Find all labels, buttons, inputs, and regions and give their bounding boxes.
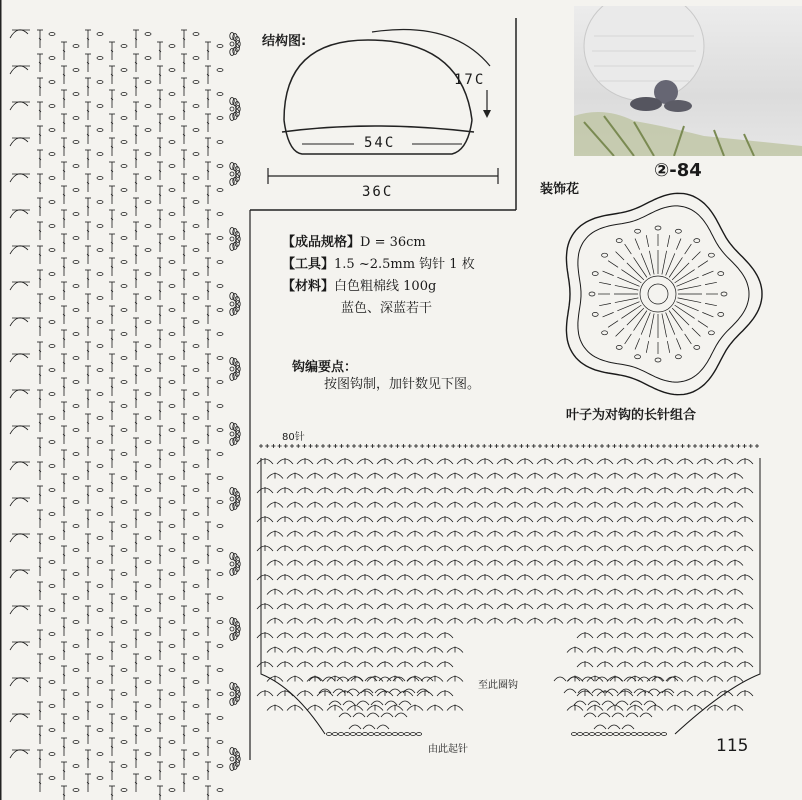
spec-size-key: 【成品规格】 — [282, 235, 361, 250]
flower-stitches — [589, 226, 727, 362]
flower-outer-outline — [566, 193, 762, 394]
spec-material — [282, 276, 436, 298]
chart-stitches — [257, 444, 760, 736]
structure-title: 结构图: — [262, 34, 307, 49]
notes-body: 按图钩制，加针数见下图。 — [324, 377, 481, 392]
height-label: 17C — [454, 72, 486, 88]
model-number: ②-84 — [654, 160, 702, 181]
hat-photo — [574, 6, 802, 156]
spec-material-value-1: 白色粗棉线 100g — [334, 279, 437, 294]
circumference-label: 54C — [364, 135, 396, 151]
page-number: 115 — [716, 736, 749, 756]
spec-tool — [282, 254, 475, 276]
spec-size-value: D = 36cm — [360, 235, 426, 250]
spec-size — [282, 232, 426, 254]
spec-tool-value: 1.5 ~2.5mm 钩针 1 枚 — [334, 257, 475, 272]
decorative-flower-diagram — [540, 192, 780, 400]
chart-top-label: 80针 — [282, 432, 305, 443]
chart-bottom-label: 由此起针 — [428, 744, 468, 755]
spec-material-value-2: 蓝色、深蓝若干 — [341, 301, 433, 316]
hat-structure-diagram — [262, 20, 512, 210]
hat-stitch-chart — [255, 438, 775, 740]
flower-title: 装饰花 — [540, 182, 580, 197]
chart-mid-label: 至此圈钩 — [478, 680, 518, 691]
spec-material-key: 【材料】 — [282, 279, 335, 294]
width-label: 36C — [362, 184, 394, 200]
spec-tool-key: 【工具】 — [282, 257, 335, 272]
notes-title: 钩编要点： — [292, 360, 358, 375]
flower-caption: 叶子为对钩的长针组合 — [566, 408, 697, 423]
